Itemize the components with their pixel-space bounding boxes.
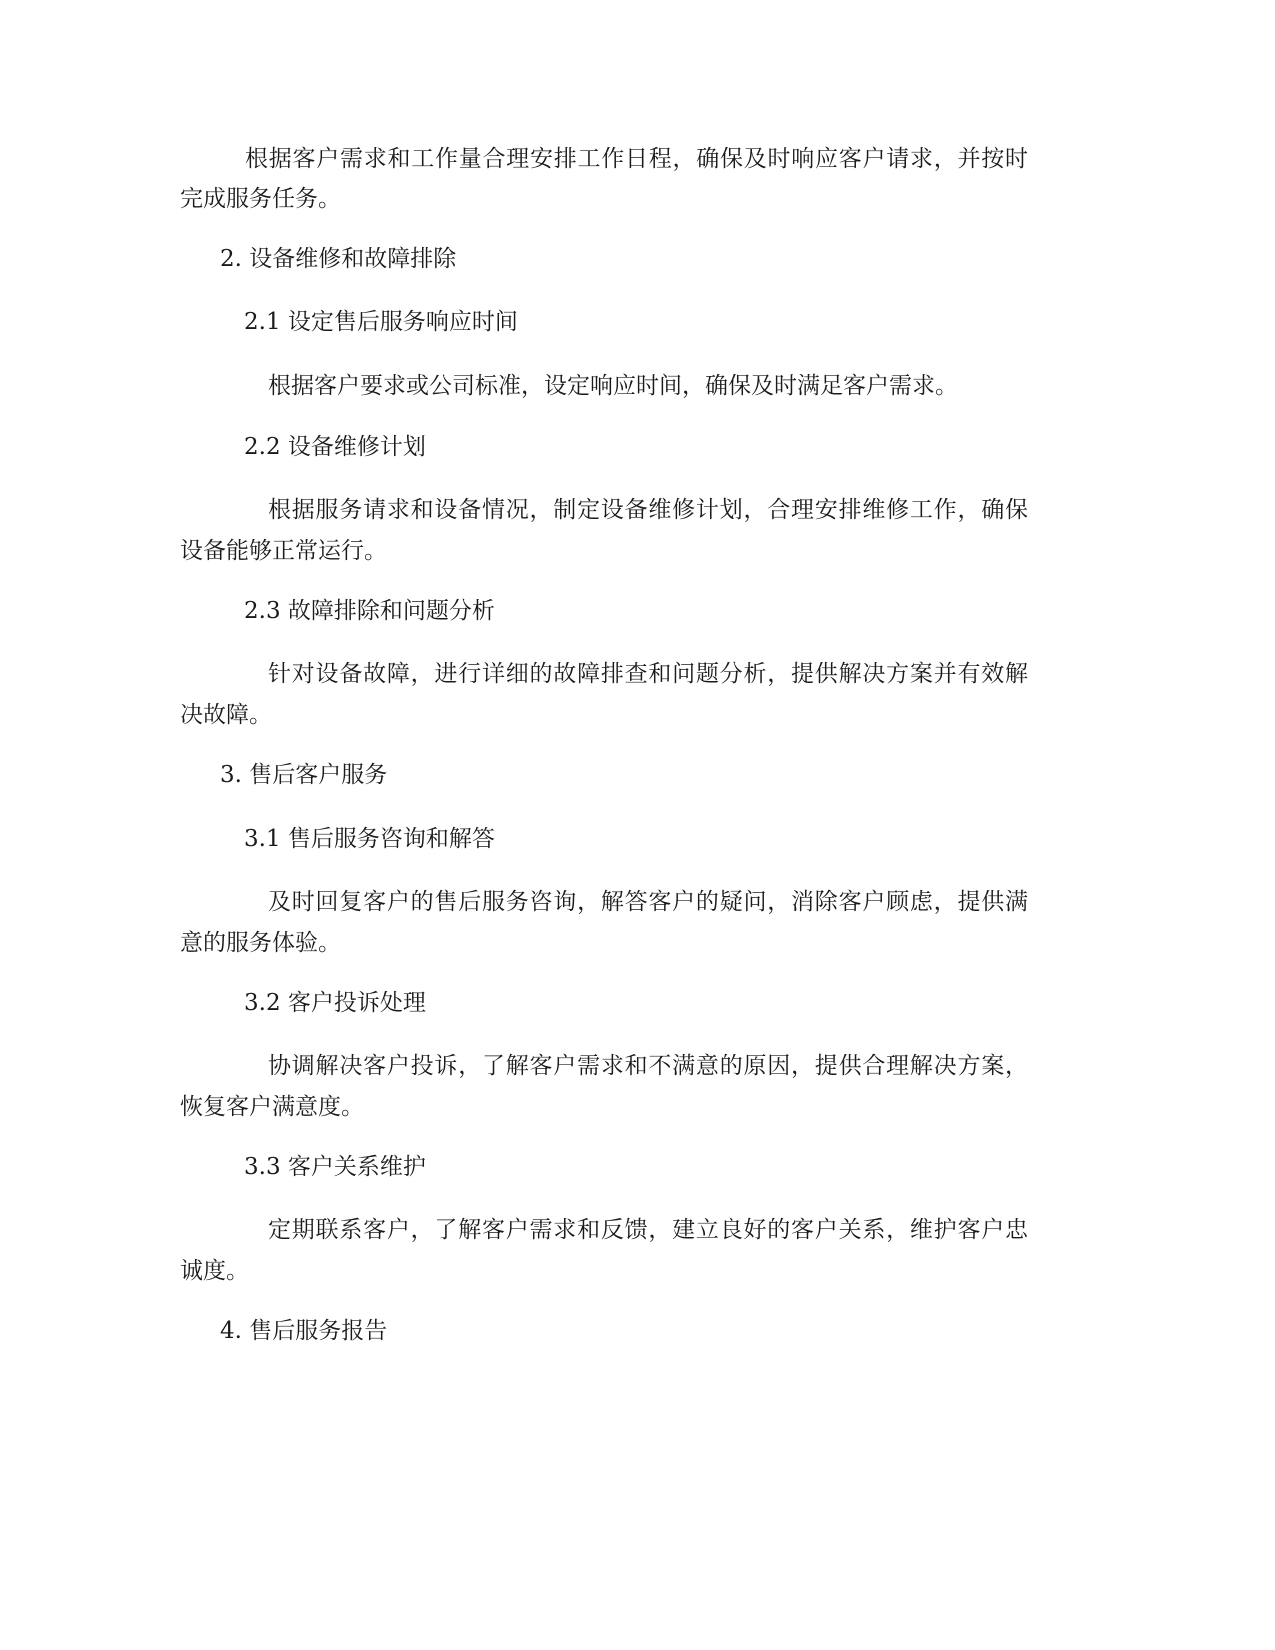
paragraph-line: 定期联系客户，了解客户需求和反馈，建立良好的客户关系，维护客户忠 — [268, 1217, 1028, 1243]
paragraph-line: 协调解决客户投诉，了解客户需求和不满意的原因，提供合理解决方案， — [268, 1053, 1028, 1079]
paragraph-line: 根据服务请求和设备情况，制定设备维修计划，合理安排维修工作，确保 — [268, 497, 1028, 523]
paragraph-line: 根据客户要求或公司标准，设定响应时间，确保及时满足客户需求。 — [268, 373, 958, 399]
paragraph-line: 完成服务任务。 — [180, 186, 341, 212]
paragraph-line: 意的服务体验。 — [180, 930, 341, 956]
paragraph-line: 设备能够正常运行。 — [180, 538, 387, 564]
paragraph-line: 诚度。 — [180, 1258, 249, 1284]
subsection-heading: 2.3 故障排除和问题分析 — [244, 598, 495, 624]
paragraph-line: 恢复客户满意度。 — [180, 1094, 364, 1120]
section-heading: 2. 设备维修和故障排除 — [220, 246, 457, 272]
subsection-heading: 3.2 客户投诉处理 — [244, 990, 426, 1016]
subsection-heading: 3.1 售后服务咨询和解答 — [244, 826, 495, 852]
subsection-heading: 2.2 设备维修计划 — [244, 434, 426, 460]
paragraph-line: 针对设备故障，进行详细的故障排查和问题分析，提供解决方案并有效解 — [268, 661, 1028, 687]
section-heading: 4. 售后服务报告 — [220, 1318, 388, 1344]
paragraph-line: 决故障。 — [180, 702, 272, 728]
paragraph-line: 根据客户需求和工作量合理安排工作日程，确保及时响应客户请求，并按时 — [245, 146, 1028, 172]
paragraph-line: 及时回复客户的售后服务咨询，解答客户的疑问，消除客户顾虑，提供满 — [268, 889, 1028, 915]
subsection-heading: 2.1 设定售后服务响应时间 — [244, 309, 518, 335]
subsection-heading: 3.3 客户关系维护 — [244, 1154, 426, 1180]
section-heading: 3. 售后客户服务 — [220, 762, 388, 788]
